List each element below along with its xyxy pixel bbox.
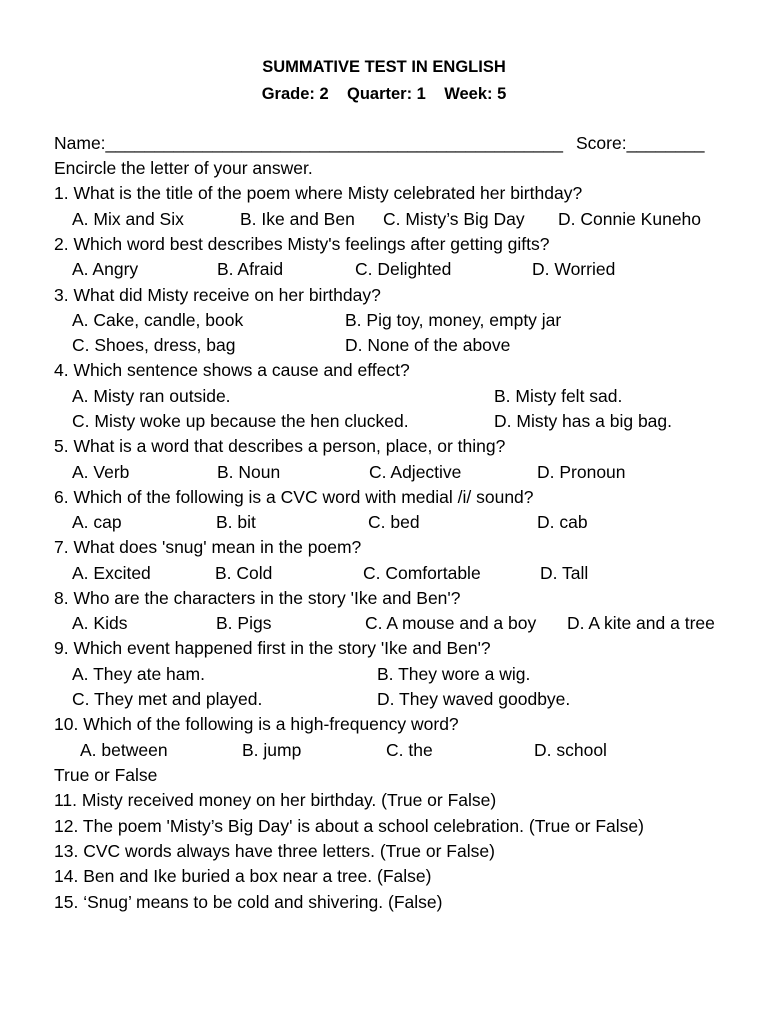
option-a[interactable]: A. Verb bbox=[72, 462, 130, 482]
options-q4-row1 bbox=[0, 384, 768, 409]
instructions: Encircle the letter of your answer. bbox=[54, 158, 313, 178]
option-c[interactable]: C. Misty’s Big Day bbox=[383, 209, 525, 229]
option-c[interactable]: C. the bbox=[386, 740, 433, 760]
option-a[interactable]: A. between bbox=[80, 740, 168, 760]
question-10: 10. Which of the following is a high-frequency word? bbox=[54, 714, 459, 734]
option-a[interactable]: A. Misty ran outside. bbox=[72, 386, 231, 406]
option-a[interactable]: A. Excited bbox=[72, 563, 151, 583]
option-a[interactable]: A. Mix and Six bbox=[72, 209, 184, 229]
option-a[interactable]: A. Cake, candle, book bbox=[72, 310, 244, 330]
option-d[interactable]: D. school bbox=[534, 740, 607, 760]
option-d[interactable]: D. A kite and a tree bbox=[567, 613, 715, 633]
question-5: 5. What is a word that describes a person, place, or thing? bbox=[54, 436, 506, 456]
option-b[interactable]: B. Noun bbox=[217, 462, 281, 482]
option-c[interactable]: C. Shoes, dress, bag bbox=[72, 335, 236, 355]
option-d[interactable]: D. Pronoun bbox=[537, 462, 626, 482]
score-field[interactable]: Score:________ bbox=[576, 133, 705, 153]
question-7: 7. What does 'snug' mean in the poem? bbox=[54, 537, 362, 557]
options-q9-row2 bbox=[0, 687, 768, 712]
option-a[interactable]: A. Kids bbox=[72, 613, 128, 633]
option-b[interactable]: B. They wore a wig. bbox=[377, 664, 531, 684]
option-d[interactable]: D. Tall bbox=[540, 563, 589, 583]
option-b[interactable]: B. Pig toy, money, empty jar bbox=[345, 310, 562, 330]
options-q3-row2 bbox=[0, 333, 768, 358]
true-false-heading: True or False bbox=[54, 765, 158, 785]
option-d[interactable]: D. Worried bbox=[532, 259, 616, 279]
options-q4-row2 bbox=[0, 409, 768, 434]
option-d[interactable]: D. Misty has a big bag. bbox=[494, 411, 672, 431]
name-score-line bbox=[0, 131, 768, 156]
options-q3-row1 bbox=[0, 308, 768, 333]
option-c[interactable]: C. Misty woke up because the hen clucked. bbox=[72, 411, 409, 431]
option-b[interactable]: B. Misty felt sad. bbox=[494, 386, 623, 406]
true-false-item-14: 14. Ben and Ike buried a box near a tree. (False) bbox=[54, 866, 432, 886]
options-q9-row1 bbox=[0, 662, 768, 687]
options-q7 bbox=[0, 561, 768, 586]
option-d[interactable]: D. They waved goodbye. bbox=[377, 689, 571, 709]
option-d[interactable]: D. cab bbox=[537, 512, 588, 532]
option-c[interactable]: C. A mouse and a boy bbox=[365, 613, 537, 633]
question-2: 2. Which word best describes Misty's feelings after getting gifts? bbox=[54, 234, 550, 254]
option-a[interactable]: A. They ate ham. bbox=[72, 664, 205, 684]
option-c[interactable]: C. bed bbox=[368, 512, 420, 532]
options-q10 bbox=[0, 738, 768, 763]
option-b[interactable]: B. Afraid bbox=[217, 259, 284, 279]
test-title: SUMMATIVE TEST IN ENGLISH bbox=[262, 58, 506, 76]
question-4: 4. Which sentence shows a cause and effect? bbox=[54, 360, 410, 380]
question-9: 9. Which event happened first in the story 'Ike and Ben'? bbox=[54, 638, 491, 658]
option-d[interactable]: D. None of the above bbox=[345, 335, 511, 355]
option-c[interactable]: C. They met and played. bbox=[72, 689, 263, 709]
options-q8 bbox=[0, 611, 768, 636]
options-q2 bbox=[0, 257, 768, 282]
options-q5 bbox=[0, 460, 768, 485]
options-q1 bbox=[0, 207, 768, 232]
true-false-item-11: 11. Misty received money on her birthday. (True or False) bbox=[54, 790, 497, 810]
option-b[interactable]: B. Ike and Ben bbox=[240, 209, 355, 229]
name-field[interactable]: Name:_______________________________________________ bbox=[54, 133, 563, 153]
question-6: 6. Which of the following is a CVC word with medial /i/ sound? bbox=[54, 487, 534, 507]
option-c[interactable]: C. Adjective bbox=[369, 462, 462, 482]
question-8: 8. Who are the characters in the story 'Ike and Ben'? bbox=[54, 588, 461, 608]
option-b[interactable]: B. bit bbox=[216, 512, 256, 532]
option-b[interactable]: B. jump bbox=[242, 740, 302, 760]
option-b[interactable]: B. Pigs bbox=[216, 613, 272, 633]
options-q6 bbox=[0, 510, 768, 535]
true-false-item-15: 15. ‘Snug’ means to be cold and shivering. (False) bbox=[54, 892, 443, 912]
true-false-item-12: 12. The poem 'Misty’s Big Day' is about a school celebration. (True or False) bbox=[54, 816, 644, 836]
true-false-item-13: 13. CVC words always have three letters. (True or False) bbox=[54, 841, 495, 861]
test-subtitle: Grade: 2 Quarter: 1 Week: 5 bbox=[261, 85, 507, 103]
option-a[interactable]: A. cap bbox=[72, 512, 122, 532]
option-c[interactable]: C. Comfortable bbox=[363, 563, 481, 583]
question-3: 3. What did Misty receive on her birthday? bbox=[54, 285, 381, 305]
question-1: 1. What is the title of the poem where Misty celebrated her birthday? bbox=[54, 183, 583, 203]
option-c[interactable]: C. Delighted bbox=[355, 259, 452, 279]
option-a[interactable]: A. Angry bbox=[72, 259, 139, 279]
option-b[interactable]: B. Cold bbox=[215, 563, 273, 583]
option-d[interactable]: D. Connie Kuneho bbox=[558, 209, 702, 229]
